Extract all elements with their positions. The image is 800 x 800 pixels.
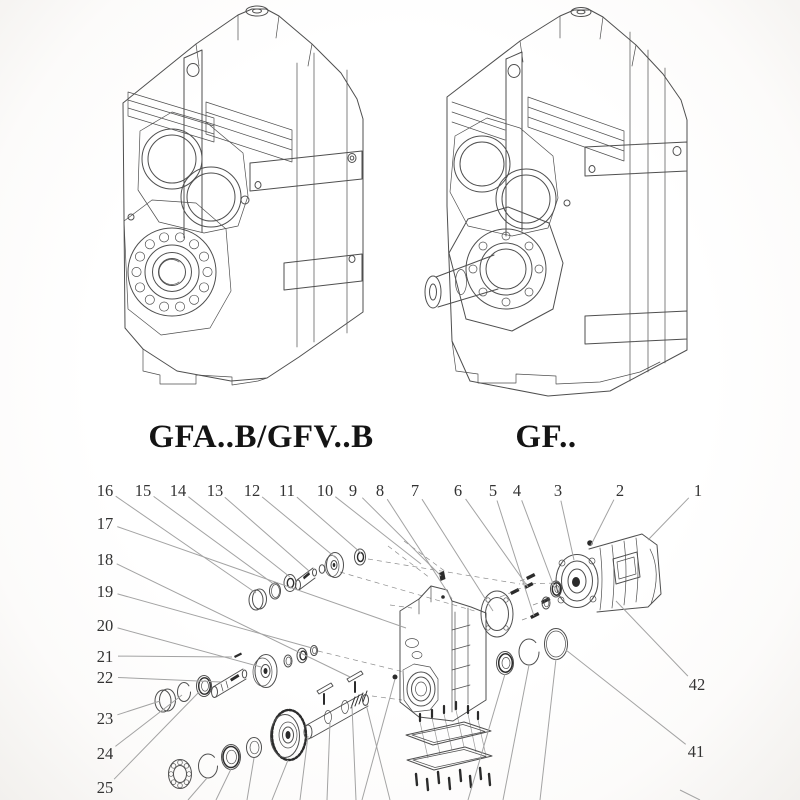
callout-number-15: 15 [134, 481, 152, 500]
part-drain-bolt [393, 675, 398, 680]
leader-line-2 [591, 500, 614, 545]
part-set-pin [234, 653, 242, 659]
callout-number-5: 5 [488, 481, 498, 500]
callout-number-7: 7 [410, 481, 420, 500]
part-bearing-2 [197, 676, 212, 697]
part-ring-41 [545, 629, 568, 660]
part-output-gear [271, 710, 307, 760]
callout-number-41: 41 [687, 742, 705, 761]
callout-number-25: 25 [96, 778, 114, 797]
leader-line-6 [466, 499, 528, 587]
part-snap-ring-2 [199, 754, 218, 778]
leader-line-20 [118, 628, 261, 667]
part-bearing-small [355, 549, 366, 565]
callout-number-6: 6 [453, 481, 463, 500]
leader-line-23 [117, 701, 160, 715]
cutoff-leader-lines [188, 659, 700, 800]
callout-number-21: 21 [96, 647, 114, 666]
callout-number-1: 1 [693, 481, 703, 500]
leader-line-10 [335, 497, 421, 564]
part-seal-ring [270, 583, 281, 599]
leader-line-9 [362, 498, 441, 576]
leader-line-25 [114, 691, 200, 779]
terminal-box [613, 552, 640, 584]
part-washer [319, 565, 325, 573]
oil-pan-assembly [406, 702, 492, 790]
callout-number-22: 22 [96, 668, 114, 687]
callout-number-9: 9 [348, 481, 358, 500]
leader-line-13 [225, 497, 309, 571]
leader-line-18 [117, 564, 350, 677]
callout-number-16: 16 [96, 481, 114, 500]
output-shaft [425, 207, 563, 331]
leader-line-21 [118, 656, 232, 657]
callout-number-17: 17 [96, 514, 114, 533]
callout-number-13: 13 [206, 481, 224, 500]
part-oil-seal [222, 745, 241, 770]
leader-line-41 [566, 650, 686, 744]
callout-number-2: 2 [615, 481, 625, 500]
part-intermediate-shaft [212, 669, 247, 698]
leader-line-19 [118, 594, 313, 648]
part-washer-3 [311, 646, 318, 656]
callout-number-10: 10 [316, 481, 334, 500]
projection-lines [420, 710, 486, 758]
leader-line-7 [422, 499, 493, 611]
pan-bolts-bottom [416, 768, 490, 790]
leader-line-4 [522, 500, 555, 589]
leader-line-8 [387, 499, 452, 599]
part-snap-ring-3 [519, 639, 539, 665]
gearbox-housing [393, 571, 487, 721]
fins [128, 92, 214, 142]
callout-number-24: 24 [96, 744, 114, 763]
part-bearing-4 [497, 652, 514, 675]
part-key-1 [317, 683, 333, 704]
callout-layer [97, 481, 706, 797]
callout-number-12: 12 [243, 481, 261, 500]
callout-number-19: 19 [96, 582, 114, 601]
intermediate-shaft-assembly [155, 646, 318, 713]
callout-number-20: 20 [96, 616, 114, 635]
part-gear-2nd-stage [253, 655, 277, 688]
callout-number-14: 14 [169, 481, 187, 500]
leader-line-11 [297, 497, 361, 553]
model-label-gf: GF.. [515, 419, 577, 455]
exploded-diagram [97, 481, 706, 800]
part-key-2 [347, 671, 363, 692]
leader-line-16 [116, 496, 256, 593]
reducer-gf-drawing [425, 8, 687, 397]
leader-line-24 [115, 695, 182, 746]
leader-line-1 [648, 498, 689, 540]
fastener-set [500, 573, 562, 620]
callout-number-18: 18 [96, 550, 114, 569]
callout-number-4: 4 [512, 481, 522, 500]
leader-line-14 [188, 497, 290, 577]
leader-line-15 [154, 496, 275, 585]
part-adapter-flange [481, 591, 513, 637]
callout-number-23: 23 [96, 709, 114, 728]
motor [556, 534, 661, 612]
part-output-shaft-2 [304, 691, 369, 739]
part-washer-4 [247, 738, 262, 758]
part-vent-plug [439, 571, 446, 581]
callout-number-3: 3 [553, 481, 563, 500]
phantom-lines [318, 541, 556, 700]
model-label-gfa: GFA..B/GFV..B [148, 419, 374, 455]
leader-line-12 [262, 497, 336, 558]
callout-number-42: 42 [688, 675, 706, 694]
part-snap-ring [178, 683, 191, 702]
leader-line-3 [561, 501, 574, 560]
callout-number-11: 11 [279, 481, 295, 500]
part-end-cap [249, 589, 267, 610]
part-input-pinion-shaft [296, 568, 317, 590]
callout-number-8: 8 [375, 481, 385, 500]
leader-line-42 [616, 601, 688, 676]
part-bearing-cage [169, 760, 192, 789]
reducer-gfa-drawing [123, 6, 363, 385]
part-washer-2 [284, 655, 292, 667]
ring-set-41 [497, 629, 568, 675]
leader-line-17 [117, 527, 406, 628]
